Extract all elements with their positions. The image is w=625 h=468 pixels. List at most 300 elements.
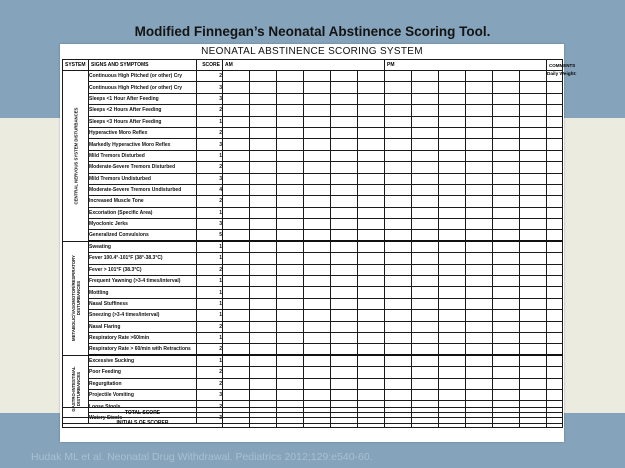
- score-entry-cell[interactable]: [439, 298, 466, 309]
- score-entry-cell[interactable]: [331, 162, 358, 173]
- score-entry-cell[interactable]: [250, 82, 277, 93]
- score-entry-cell[interactable]: [358, 139, 385, 150]
- score-entry-cell[interactable]: [385, 298, 412, 309]
- score-entry-cell[interactable]: [304, 332, 331, 343]
- score-entry-cell[interactable]: [520, 241, 547, 252]
- score-entry-cell[interactable]: [304, 116, 331, 127]
- score-entry-cell[interactable]: [250, 344, 277, 355]
- score-entry-cell[interactable]: [520, 230, 547, 241]
- score-entry-cell[interactable]: [493, 184, 520, 195]
- score-entry-cell[interactable]: [412, 253, 439, 264]
- score-entry-cell[interactable]: [385, 253, 412, 264]
- score-entry-cell[interactable]: [439, 389, 466, 400]
- score-entry-cell[interactable]: [331, 82, 358, 93]
- initials-cell[interactable]: [304, 418, 331, 428]
- initials-cell[interactable]: [277, 418, 304, 428]
- score-entry-cell[interactable]: [520, 116, 547, 127]
- score-entry-cell[interactable]: [466, 139, 493, 150]
- score-entry-cell[interactable]: [304, 344, 331, 355]
- score-entry-cell[interactable]: [331, 253, 358, 264]
- score-entry-cell[interactable]: [385, 173, 412, 184]
- score-entry-cell[interactable]: [412, 298, 439, 309]
- score-entry-cell[interactable]: [466, 241, 493, 252]
- score-entry-cell[interactable]: [223, 264, 250, 275]
- score-entry-cell[interactable]: [331, 116, 358, 127]
- score-entry-cell[interactable]: [385, 116, 412, 127]
- score-entry-cell[interactable]: [331, 127, 358, 138]
- score-entry-cell[interactable]: [466, 162, 493, 173]
- total-cell[interactable]: [520, 408, 547, 418]
- score-entry-cell[interactable]: [439, 321, 466, 332]
- score-entry-cell[interactable]: [358, 93, 385, 104]
- score-entry-cell[interactable]: [277, 105, 304, 116]
- score-entry-cell[interactable]: [520, 367, 547, 378]
- score-entry-cell[interactable]: [493, 253, 520, 264]
- score-entry-cell[interactable]: [358, 378, 385, 389]
- score-entry-cell[interactable]: [277, 207, 304, 218]
- score-entry-cell[interactable]: [520, 196, 547, 207]
- score-entry-cell[interactable]: [277, 367, 304, 378]
- score-entry-cell[interactable]: [412, 310, 439, 321]
- initials-cell[interactable]: [331, 418, 358, 428]
- total-cell[interactable]: [439, 408, 466, 418]
- score-entry-cell[interactable]: [412, 321, 439, 332]
- score-entry-cell[interactable]: [277, 127, 304, 138]
- score-entry-cell[interactable]: [250, 355, 277, 366]
- score-entry-cell[interactable]: [331, 230, 358, 241]
- score-entry-cell[interactable]: [304, 389, 331, 400]
- score-entry-cell[interactable]: [439, 150, 466, 161]
- score-entry-cell[interactable]: [493, 287, 520, 298]
- score-entry-cell[interactable]: [493, 93, 520, 104]
- score-entry-cell[interactable]: [439, 93, 466, 104]
- score-entry-cell[interactable]: [331, 378, 358, 389]
- score-entry-cell[interactable]: [331, 321, 358, 332]
- score-entry-cell[interactable]: [493, 116, 520, 127]
- score-entry-cell[interactable]: [385, 105, 412, 116]
- score-entry-cell[interactable]: [466, 253, 493, 264]
- score-entry-cell[interactable]: [493, 264, 520, 275]
- score-entry-cell[interactable]: [493, 150, 520, 161]
- score-entry-cell[interactable]: [331, 93, 358, 104]
- score-entry-cell[interactable]: [223, 184, 250, 195]
- score-entry-cell[interactable]: [223, 127, 250, 138]
- score-entry-cell[interactable]: [250, 139, 277, 150]
- score-entry-cell[interactable]: [304, 105, 331, 116]
- score-entry-cell[interactable]: [304, 310, 331, 321]
- score-entry-cell[interactable]: [520, 332, 547, 343]
- score-entry-cell[interactable]: [466, 116, 493, 127]
- score-entry-cell[interactable]: [358, 150, 385, 161]
- score-entry-cell[interactable]: [439, 310, 466, 321]
- score-entry-cell[interactable]: [277, 173, 304, 184]
- score-entry-cell[interactable]: [493, 127, 520, 138]
- total-cell[interactable]: [385, 408, 412, 418]
- score-entry-cell[interactable]: [304, 321, 331, 332]
- score-entry-cell[interactable]: [466, 184, 493, 195]
- score-entry-cell[interactable]: [304, 139, 331, 150]
- score-entry-cell[interactable]: [277, 196, 304, 207]
- score-entry-cell[interactable]: [250, 241, 277, 252]
- score-entry-cell[interactable]: [358, 276, 385, 287]
- score-entry-cell[interactable]: [385, 310, 412, 321]
- score-entry-cell[interactable]: [250, 71, 277, 82]
- score-entry-cell[interactable]: [358, 127, 385, 138]
- score-entry-cell[interactable]: [304, 184, 331, 195]
- score-entry-cell[interactable]: [304, 367, 331, 378]
- score-entry-cell[interactable]: [466, 367, 493, 378]
- score-entry-cell[interactable]: [277, 82, 304, 93]
- score-entry-cell[interactable]: [304, 82, 331, 93]
- score-entry-cell[interactable]: [412, 367, 439, 378]
- score-entry-cell[interactable]: [250, 207, 277, 218]
- score-entry-cell[interactable]: [331, 355, 358, 366]
- score-entry-cell[interactable]: [277, 298, 304, 309]
- score-entry-cell[interactable]: [358, 184, 385, 195]
- score-entry-cell[interactable]: [304, 150, 331, 161]
- score-entry-cell[interactable]: [520, 173, 547, 184]
- score-entry-cell[interactable]: [250, 162, 277, 173]
- score-entry-cell[interactable]: [277, 310, 304, 321]
- score-entry-cell[interactable]: [385, 150, 412, 161]
- score-entry-cell[interactable]: [250, 276, 277, 287]
- score-entry-cell[interactable]: [439, 127, 466, 138]
- score-entry-cell[interactable]: [250, 321, 277, 332]
- score-entry-cell[interactable]: [277, 116, 304, 127]
- score-entry-cell[interactable]: [385, 196, 412, 207]
- score-entry-cell[interactable]: [412, 150, 439, 161]
- score-entry-cell[interactable]: [358, 230, 385, 241]
- score-entry-cell[interactable]: [331, 139, 358, 150]
- score-entry-cell[interactable]: [223, 230, 250, 241]
- score-entry-cell[interactable]: [439, 287, 466, 298]
- score-entry-cell[interactable]: [466, 150, 493, 161]
- score-entry-cell[interactable]: [331, 207, 358, 218]
- score-entry-cell[interactable]: [412, 241, 439, 252]
- score-entry-cell[interactable]: [493, 196, 520, 207]
- score-entry-cell[interactable]: [331, 287, 358, 298]
- score-entry-cell[interactable]: [412, 378, 439, 389]
- score-entry-cell[interactable]: [493, 241, 520, 252]
- score-entry-cell[interactable]: [250, 389, 277, 400]
- score-entry-cell[interactable]: [493, 298, 520, 309]
- score-entry-cell[interactable]: [520, 184, 547, 195]
- score-entry-cell[interactable]: [223, 162, 250, 173]
- score-entry-cell[interactable]: [412, 139, 439, 150]
- score-entry-cell[interactable]: [223, 276, 250, 287]
- score-entry-cell[interactable]: [223, 332, 250, 343]
- score-entry-cell[interactable]: [304, 196, 331, 207]
- score-entry-cell[interactable]: [358, 367, 385, 378]
- score-entry-cell[interactable]: [493, 207, 520, 218]
- score-entry-cell[interactable]: [439, 264, 466, 275]
- score-entry-cell[interactable]: [331, 71, 358, 82]
- score-entry-cell[interactable]: [466, 207, 493, 218]
- score-entry-cell[interactable]: [223, 321, 250, 332]
- score-entry-cell[interactable]: [412, 71, 439, 82]
- score-entry-cell[interactable]: [358, 298, 385, 309]
- score-entry-cell[interactable]: [520, 355, 547, 366]
- score-entry-cell[interactable]: [439, 253, 466, 264]
- score-entry-cell[interactable]: [466, 264, 493, 275]
- score-entry-cell[interactable]: [358, 355, 385, 366]
- score-entry-cell[interactable]: [250, 310, 277, 321]
- score-entry-cell[interactable]: [277, 230, 304, 241]
- score-entry-cell[interactable]: [493, 276, 520, 287]
- initials-cell[interactable]: [493, 418, 520, 428]
- score-entry-cell[interactable]: [304, 276, 331, 287]
- score-entry-cell[interactable]: [412, 82, 439, 93]
- score-entry-cell[interactable]: [493, 162, 520, 173]
- score-entry-cell[interactable]: [223, 310, 250, 321]
- score-entry-cell[interactable]: [385, 71, 412, 82]
- score-entry-cell[interactable]: [304, 162, 331, 173]
- score-entry-cell[interactable]: [223, 173, 250, 184]
- score-entry-cell[interactable]: [439, 207, 466, 218]
- score-entry-cell[interactable]: [439, 105, 466, 116]
- score-entry-cell[interactable]: [250, 184, 277, 195]
- score-entry-cell[interactable]: [520, 298, 547, 309]
- score-entry-cell[interactable]: [223, 93, 250, 104]
- score-entry-cell[interactable]: [412, 276, 439, 287]
- score-entry-cell[interactable]: [439, 378, 466, 389]
- score-entry-cell[interactable]: [520, 150, 547, 161]
- score-entry-cell[interactable]: [520, 378, 547, 389]
- score-entry-cell[interactable]: [358, 207, 385, 218]
- score-entry-cell[interactable]: [493, 219, 520, 230]
- score-entry-cell[interactable]: [304, 378, 331, 389]
- score-entry-cell[interactable]: [412, 355, 439, 366]
- score-entry-cell[interactable]: [520, 344, 547, 355]
- score-entry-cell[interactable]: [385, 207, 412, 218]
- total-cell[interactable]: [358, 408, 385, 418]
- score-entry-cell[interactable]: [439, 139, 466, 150]
- score-entry-cell[interactable]: [493, 332, 520, 343]
- score-entry-cell[interactable]: [439, 219, 466, 230]
- total-cell[interactable]: [304, 408, 331, 418]
- initials-cell[interactable]: [223, 418, 250, 428]
- score-entry-cell[interactable]: [331, 332, 358, 343]
- score-entry-cell[interactable]: [466, 321, 493, 332]
- score-entry-cell[interactable]: [439, 116, 466, 127]
- score-entry-cell[interactable]: [412, 389, 439, 400]
- total-cell[interactable]: [412, 408, 439, 418]
- score-entry-cell[interactable]: [385, 241, 412, 252]
- score-entry-cell[interactable]: [439, 230, 466, 241]
- score-entry-cell[interactable]: [223, 219, 250, 230]
- initials-cell[interactable]: [466, 418, 493, 428]
- score-entry-cell[interactable]: [277, 162, 304, 173]
- score-entry-cell[interactable]: [223, 71, 250, 82]
- score-entry-cell[interactable]: [439, 332, 466, 343]
- score-entry-cell[interactable]: [439, 276, 466, 287]
- score-entry-cell[interactable]: [304, 241, 331, 252]
- score-entry-cell[interactable]: [385, 344, 412, 355]
- score-entry-cell[interactable]: [385, 276, 412, 287]
- score-entry-cell[interactable]: [493, 355, 520, 366]
- score-entry-cell[interactable]: [412, 344, 439, 355]
- initials-cell[interactable]: [439, 418, 466, 428]
- initials-cell[interactable]: [250, 418, 277, 428]
- initials-cell[interactable]: [412, 418, 439, 428]
- score-entry-cell[interactable]: [412, 93, 439, 104]
- score-entry-cell[interactable]: [493, 173, 520, 184]
- total-cell[interactable]: [250, 408, 277, 418]
- score-entry-cell[interactable]: [385, 230, 412, 241]
- score-entry-cell[interactable]: [304, 355, 331, 366]
- score-entry-cell[interactable]: [385, 355, 412, 366]
- score-entry-cell[interactable]: [304, 253, 331, 264]
- score-entry-cell[interactable]: [466, 230, 493, 241]
- score-entry-cell[interactable]: [358, 321, 385, 332]
- score-entry-cell[interactable]: [412, 173, 439, 184]
- score-entry-cell[interactable]: [385, 367, 412, 378]
- score-entry-cell[interactable]: [412, 219, 439, 230]
- score-entry-cell[interactable]: [439, 162, 466, 173]
- score-entry-cell[interactable]: [358, 196, 385, 207]
- score-entry-cell[interactable]: [304, 219, 331, 230]
- score-entry-cell[interactable]: [493, 389, 520, 400]
- score-entry-cell[interactable]: [385, 378, 412, 389]
- score-entry-cell[interactable]: [466, 389, 493, 400]
- score-entry-cell[interactable]: [358, 287, 385, 298]
- score-entry-cell[interactable]: [412, 196, 439, 207]
- score-entry-cell[interactable]: [250, 196, 277, 207]
- score-entry-cell[interactable]: [331, 105, 358, 116]
- score-entry-cell[interactable]: [250, 253, 277, 264]
- score-entry-cell[interactable]: [358, 173, 385, 184]
- score-entry-cell[interactable]: [385, 82, 412, 93]
- score-entry-cell[interactable]: [466, 287, 493, 298]
- score-entry-cell[interactable]: [520, 71, 547, 82]
- score-entry-cell[interactable]: [493, 71, 520, 82]
- score-entry-cell[interactable]: [223, 367, 250, 378]
- score-entry-cell[interactable]: [520, 139, 547, 150]
- score-entry-cell[interactable]: [358, 253, 385, 264]
- score-entry-cell[interactable]: [520, 321, 547, 332]
- score-entry-cell[interactable]: [250, 105, 277, 116]
- score-entry-cell[interactable]: [385, 321, 412, 332]
- score-entry-cell[interactable]: [331, 310, 358, 321]
- score-entry-cell[interactable]: [385, 93, 412, 104]
- score-entry-cell[interactable]: [277, 241, 304, 252]
- score-entry-cell[interactable]: [277, 150, 304, 161]
- score-entry-cell[interactable]: [385, 162, 412, 173]
- score-entry-cell[interactable]: [250, 378, 277, 389]
- score-entry-cell[interactable]: [439, 355, 466, 366]
- score-entry-cell[interactable]: [277, 253, 304, 264]
- score-entry-cell[interactable]: [250, 287, 277, 298]
- score-entry-cell[interactable]: [466, 332, 493, 343]
- score-entry-cell[interactable]: [466, 310, 493, 321]
- score-entry-cell[interactable]: [250, 367, 277, 378]
- score-entry-cell[interactable]: [466, 93, 493, 104]
- score-entry-cell[interactable]: [304, 207, 331, 218]
- score-entry-cell[interactable]: [520, 82, 547, 93]
- score-entry-cell[interactable]: [385, 287, 412, 298]
- score-entry-cell[interactable]: [412, 105, 439, 116]
- score-entry-cell[interactable]: [223, 241, 250, 252]
- score-entry-cell[interactable]: [385, 264, 412, 275]
- score-entry-cell[interactable]: [412, 264, 439, 275]
- score-entry-cell[interactable]: [466, 196, 493, 207]
- score-entry-cell[interactable]: [250, 332, 277, 343]
- score-entry-cell[interactable]: [439, 184, 466, 195]
- score-entry-cell[interactable]: [466, 298, 493, 309]
- score-entry-cell[interactable]: [493, 139, 520, 150]
- score-entry-cell[interactable]: [304, 230, 331, 241]
- score-entry-cell[interactable]: [250, 127, 277, 138]
- score-entry-cell[interactable]: [466, 344, 493, 355]
- score-entry-cell[interactable]: [331, 298, 358, 309]
- score-entry-cell[interactable]: [277, 287, 304, 298]
- score-entry-cell[interactable]: [223, 298, 250, 309]
- score-entry-cell[interactable]: [493, 367, 520, 378]
- score-entry-cell[interactable]: [250, 116, 277, 127]
- score-entry-cell[interactable]: [412, 230, 439, 241]
- score-entry-cell[interactable]: [520, 93, 547, 104]
- score-entry-cell[interactable]: [493, 378, 520, 389]
- score-entry-cell[interactable]: [385, 184, 412, 195]
- total-cell[interactable]: [331, 408, 358, 418]
- score-entry-cell[interactable]: [466, 378, 493, 389]
- score-entry-cell[interactable]: [520, 287, 547, 298]
- score-entry-cell[interactable]: [223, 253, 250, 264]
- score-entry-cell[interactable]: [493, 82, 520, 93]
- score-entry-cell[interactable]: [358, 116, 385, 127]
- total-cell[interactable]: [466, 408, 493, 418]
- score-entry-cell[interactable]: [304, 71, 331, 82]
- score-entry-cell[interactable]: [466, 71, 493, 82]
- score-entry-cell[interactable]: [223, 287, 250, 298]
- score-entry-cell[interactable]: [277, 378, 304, 389]
- score-entry-cell[interactable]: [250, 150, 277, 161]
- score-entry-cell[interactable]: [277, 264, 304, 275]
- score-entry-cell[interactable]: [439, 241, 466, 252]
- score-entry-cell[interactable]: [277, 389, 304, 400]
- score-entry-cell[interactable]: [277, 344, 304, 355]
- score-entry-cell[interactable]: [277, 321, 304, 332]
- initials-cell[interactable]: [385, 418, 412, 428]
- score-entry-cell[interactable]: [331, 264, 358, 275]
- score-entry-cell[interactable]: [520, 105, 547, 116]
- score-entry-cell[interactable]: [493, 310, 520, 321]
- score-entry-cell[interactable]: [331, 389, 358, 400]
- score-entry-cell[interactable]: [331, 367, 358, 378]
- score-entry-cell[interactable]: [385, 127, 412, 138]
- score-entry-cell[interactable]: [277, 184, 304, 195]
- score-entry-cell[interactable]: [385, 219, 412, 230]
- score-entry-cell[interactable]: [223, 355, 250, 366]
- score-entry-cell[interactable]: [466, 276, 493, 287]
- score-entry-cell[interactable]: [412, 116, 439, 127]
- score-entry-cell[interactable]: [385, 332, 412, 343]
- score-entry-cell[interactable]: [466, 105, 493, 116]
- score-entry-cell[interactable]: [520, 127, 547, 138]
- score-entry-cell[interactable]: [304, 298, 331, 309]
- score-entry-cell[interactable]: [331, 173, 358, 184]
- score-entry-cell[interactable]: [223, 344, 250, 355]
- score-entry-cell[interactable]: [466, 127, 493, 138]
- score-entry-cell[interactable]: [466, 219, 493, 230]
- score-entry-cell[interactable]: [412, 184, 439, 195]
- score-entry-cell[interactable]: [304, 127, 331, 138]
- score-entry-cell[interactable]: [520, 276, 547, 287]
- score-entry-cell[interactable]: [250, 264, 277, 275]
- score-entry-cell[interactable]: [331, 184, 358, 195]
- score-entry-cell[interactable]: [331, 344, 358, 355]
- score-entry-cell[interactable]: [277, 332, 304, 343]
